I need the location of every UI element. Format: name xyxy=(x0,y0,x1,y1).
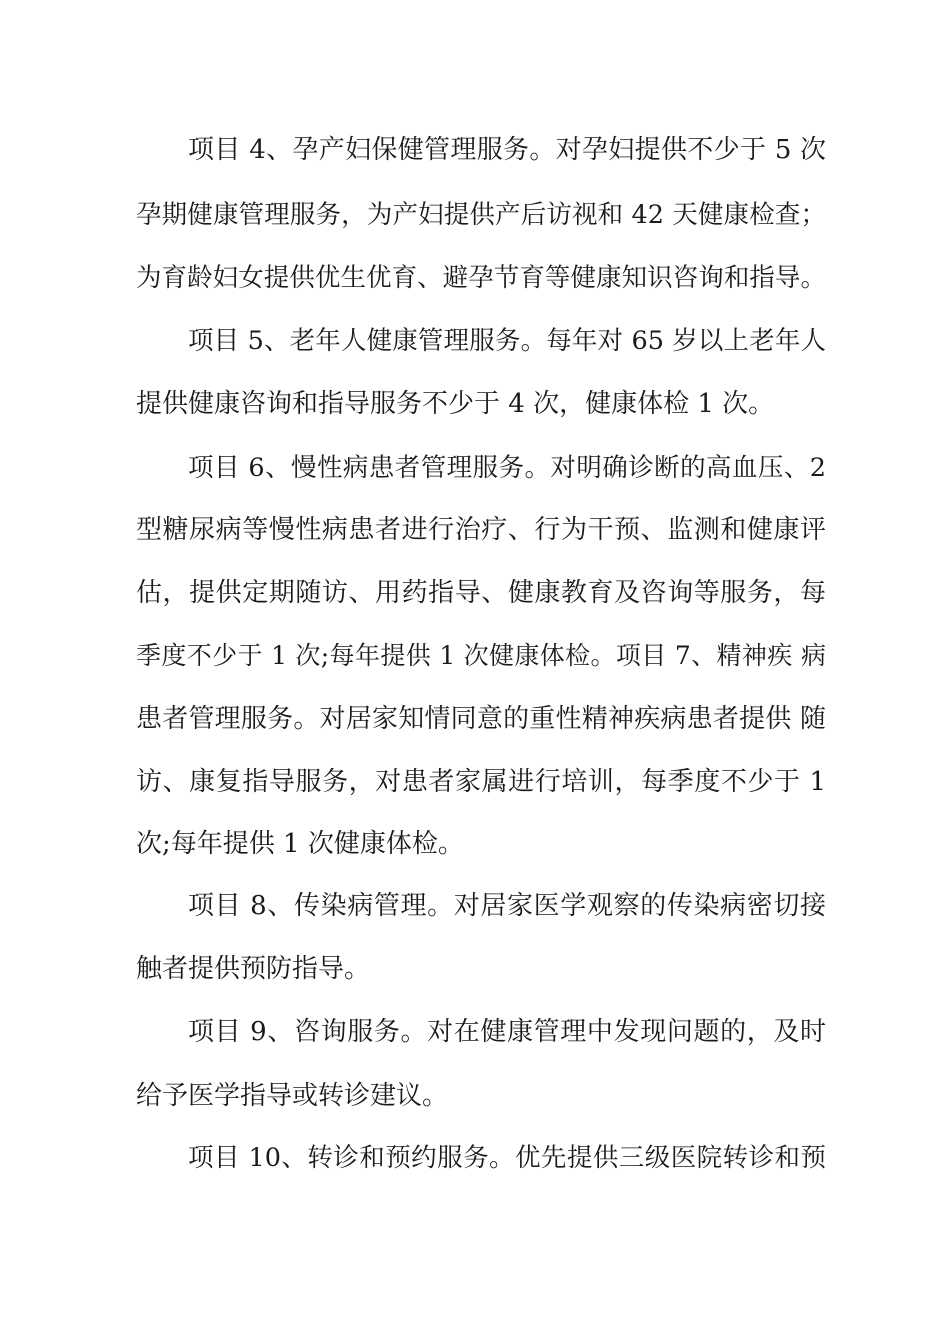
text-line: 项目 5、老年人健康管理服务。每年对 65 岁以上老年人 xyxy=(188,326,826,356)
text-line: 项目 8、传染病管理。对居家医学观察的传染病密切接 xyxy=(188,891,826,921)
text-line: 项目 4、孕产妇保健管理服务。对孕妇提供不少于 5 次 xyxy=(188,135,826,165)
text-line: 访、康复指导服务，对患者家属进行培训，每季度不少于 1 xyxy=(136,767,826,797)
text-line: 给予医学指导或转诊建议。 xyxy=(136,1081,449,1111)
text-line: 孕期健康管理服务，为产妇提供产后访视和 42 天健康检查； xyxy=(136,200,826,230)
text-line: 次;每年提供 1 次健康体检。 xyxy=(136,829,464,859)
text-line: 项目 10、转诊和预约服务。优先提供三级医院转诊和预 xyxy=(188,1143,826,1173)
text-line: 触者提供预防指导。 xyxy=(136,954,371,984)
text-line: 估，提供定期随访、用药指导、健康教育及咨询等服务，每 xyxy=(136,578,826,608)
text-line: 季度不少于 1 次;每年提供 1 次健康体检。项目 7、精神疾 病 xyxy=(136,641,826,670)
text-line: 患者管理服务。对居家知情同意的重性精神疾病患者提供 随 xyxy=(136,704,826,734)
text-line: 项目 9、咨询服务。对在健康管理中发现问题的，及时 xyxy=(188,1017,826,1047)
text-line: 项目 6、慢性病患者管理服务。对明确诊断的高血压、2 xyxy=(188,453,826,483)
text-line: 提供健康咨询和指导服务不少于 4 次，健康体检 1 次。 xyxy=(136,389,775,419)
text-line: 为育龄妇女提供优生优育、避孕节育等健康知识咨询和指导。 xyxy=(136,263,826,293)
text-line: 型糖尿病等慢性病患者进行治疗、行为干预、监测和健康评 xyxy=(136,515,826,545)
